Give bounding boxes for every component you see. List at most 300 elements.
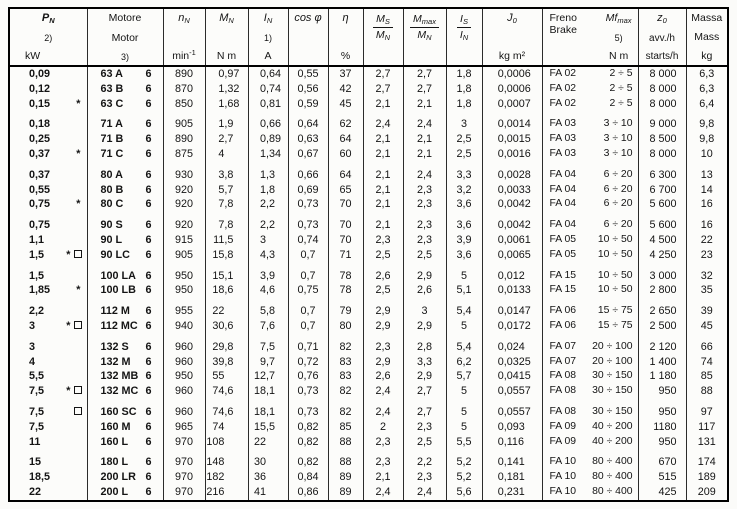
cell-cosphi: 0,59 <box>288 97 328 112</box>
footnote-marker <box>82 168 87 183</box>
cell-current: 30 <box>248 449 288 470</box>
cell-starts-per-hour: 670 <box>638 449 686 470</box>
cell-power: 0,55 <box>9 183 87 198</box>
cell-cosphi: 0,7 <box>288 248 328 263</box>
cell-power: 22 <box>9 485 87 501</box>
cell-mass: 35 <box>686 283 728 298</box>
cell-torque: 74 ,6 <box>205 399 248 420</box>
col-header-mass: Massa Mass kg <box>686 8 728 66</box>
cell-torque: 2 ,7 <box>205 132 248 147</box>
footnote-marker <box>82 117 87 132</box>
footnote-marker <box>82 269 87 284</box>
cell-efficiency: 42 <box>328 82 363 97</box>
cell-cosphi: 0,55 <box>288 66 328 82</box>
cell-ms-ratio: 2,4 <box>363 485 403 501</box>
cell-is-ratio: 3 <box>446 111 482 132</box>
cell-mmax-ratio: 2,4 <box>403 162 446 183</box>
cell-power: 7,5 <box>9 420 87 435</box>
cell-inertia: 0 ,0015 <box>482 132 542 147</box>
cell-brake: FA 06 15 ÷ 75 <box>542 319 638 334</box>
cell-motor-type: 71 B 6 <box>87 132 163 147</box>
cell-is-ratio: 5,2 <box>446 470 482 485</box>
col-header-cosphi: cos φ <box>288 8 328 66</box>
cell-starts-per-hour: 4 250 <box>638 248 686 263</box>
footnote-marker: * <box>76 284 82 297</box>
cell-mass: 6,3 <box>686 82 728 97</box>
cell-speed: 915 <box>163 233 205 248</box>
cell-mmax-ratio: 2,6 <box>403 283 446 298</box>
cell-inertia: 0 ,012 <box>482 263 542 284</box>
table-row <box>9 334 728 355</box>
cell-is-ratio: 1,8 <box>446 82 482 97</box>
cell-mass: 97 <box>686 399 728 420</box>
cell-starts-per-hour: 1 400 <box>638 355 686 370</box>
cell-brake: FA 02 2 ÷ 5 <box>542 66 638 82</box>
cell-power: 0,75 <box>9 212 87 233</box>
footnote-marker <box>82 455 87 470</box>
cell-cosphi: 0,63 <box>288 132 328 147</box>
cell-power: 3 * <box>9 319 87 334</box>
cell-speed: 970 <box>163 485 205 501</box>
cell-mmax-ratio: 2,8 <box>403 334 446 355</box>
footnote-marker: * <box>76 147 82 160</box>
cell-inertia: 0 ,0133 <box>482 283 542 298</box>
cell-starts-per-hour: 425 <box>638 485 686 501</box>
cell-ms-ratio: 2,4 <box>363 111 403 132</box>
cell-mmax-ratio: 3,3 <box>403 355 446 370</box>
cell-current: 1 ,34 <box>248 147 288 162</box>
cell-mmax-ratio: 2,3 <box>403 470 446 485</box>
cell-current: 0 ,81 <box>248 97 288 112</box>
cell-torque: 1 ,9 <box>205 111 248 132</box>
cell-starts-per-hour: 950 <box>638 435 686 450</box>
cell-efficiency: 64 <box>328 132 363 147</box>
footnote-marker: * <box>66 248 86 263</box>
footnote-marker <box>82 340 87 355</box>
cell-inertia: 0 ,181 <box>482 470 542 485</box>
cell-torque: 29 ,8 <box>205 334 248 355</box>
table-row <box>9 355 728 370</box>
cell-efficiency: 82 <box>328 399 363 420</box>
cell-inertia: 0 ,0028 <box>482 162 542 183</box>
cell-inertia: 0 ,0014 <box>482 111 542 132</box>
cell-cosphi: 0,84 <box>288 470 328 485</box>
cell-torque: 108 <box>205 435 248 450</box>
cell-brake: FA 07 20 ÷ 100 <box>542 334 638 355</box>
cell-is-ratio: 5 <box>446 263 482 284</box>
cell-inertia: 0 ,0042 <box>482 212 542 233</box>
cell-inertia: 0 ,0065 <box>482 248 542 263</box>
cell-motor-type: 63 A 6 <box>87 66 163 82</box>
cell-brake: FA 05 10 ÷ 50 <box>542 233 638 248</box>
col-header-ms-ratio: $\frac{M_S}{M_N}$ <box>363 8 403 66</box>
col-header-current: $I_N$ 1) A <box>248 8 288 66</box>
cell-efficiency: 88 <box>328 435 363 450</box>
cell-inertia: 0 ,024 <box>482 334 542 355</box>
cell-efficiency: 79 <box>328 298 363 319</box>
cell-inertia: 0 ,141 <box>482 449 542 470</box>
cell-brake: FA 03 3 ÷ 10 <box>542 147 638 162</box>
table-row <box>9 485 728 501</box>
cell-mmax-ratio: 2,3 <box>403 420 446 435</box>
table-row <box>9 283 728 298</box>
cell-mmax-ratio: 2,3 <box>403 233 446 248</box>
cell-is-ratio: 2,5 <box>446 132 482 147</box>
cell-speed: 850 <box>163 97 205 112</box>
table-row <box>9 435 728 450</box>
cell-cosphi: 0,75 <box>288 283 328 298</box>
cell-speed: 920 <box>163 183 205 198</box>
cell-brake: FA 04 6 ÷ 20 <box>542 197 638 212</box>
cell-mmax-ratio: 2,1 <box>403 147 446 162</box>
cell-ms-ratio: 2,1 <box>363 197 403 212</box>
cell-ms-ratio: 2,1 <box>363 162 403 183</box>
cell-mmax-ratio: 3 <box>403 298 446 319</box>
cell-current: 12 ,7 <box>248 369 288 384</box>
cell-ms-ratio: 2,5 <box>363 283 403 298</box>
cell-is-ratio: 5,6 <box>446 485 482 501</box>
table-row <box>9 111 728 132</box>
cell-cosphi: 0,73 <box>288 399 328 420</box>
cell-efficiency: 62 <box>328 111 363 132</box>
cell-starts-per-hour: 6 700 <box>638 183 686 198</box>
cell-speed: 890 <box>163 66 205 82</box>
footnote-marker <box>82 218 87 233</box>
cell-power: 2,2 <box>9 298 87 319</box>
cell-inertia: 0 ,0033 <box>482 183 542 198</box>
cell-is-ratio: 3,3 <box>446 162 482 183</box>
cell-motor-type: 160 SC 6 <box>87 399 163 420</box>
cell-power: 0,15 * <box>9 97 87 112</box>
col-header-inertia: $J_0$ kg m² <box>482 8 542 66</box>
cell-current: 22 <box>248 435 288 450</box>
cell-power: 0,25 <box>9 132 87 147</box>
cell-starts-per-hour: 1180 <box>638 420 686 435</box>
cell-is-ratio: 5 <box>446 384 482 399</box>
cell-starts-per-hour: 6 300 <box>638 162 686 183</box>
cell-motor-type: 132 MC 6 <box>87 384 163 399</box>
cell-cosphi: 0,72 <box>288 355 328 370</box>
cell-starts-per-hour: 4 500 <box>638 233 686 248</box>
cell-inertia: 0 ,0415 <box>482 369 542 384</box>
table-row <box>9 369 728 384</box>
cell-starts-per-hour: 8 000 <box>638 147 686 162</box>
cell-efficiency: 60 <box>328 147 363 162</box>
table-row <box>9 298 728 319</box>
cell-mass: 131 <box>686 435 728 450</box>
cell-efficiency: 82 <box>328 334 363 355</box>
cell-speed: 890 <box>163 132 205 147</box>
cell-speed: 960 <box>163 355 205 370</box>
cell-mass: 32 <box>686 263 728 284</box>
cell-current: 0 ,66 <box>248 111 288 132</box>
cell-speed: 970 <box>163 470 205 485</box>
cell-starts-per-hour: 8 000 <box>638 97 686 112</box>
cell-efficiency: 70 <box>328 233 363 248</box>
cell-efficiency: 78 <box>328 283 363 298</box>
table-row <box>9 248 728 263</box>
cell-is-ratio: 5,4 <box>446 334 482 355</box>
cell-is-ratio: 3,6 <box>446 197 482 212</box>
cell-is-ratio: 5 <box>446 420 482 435</box>
cell-speed: 965 <box>163 420 205 435</box>
cell-inertia: 0 ,0557 <box>482 384 542 399</box>
cell-motor-type: 160 L 6 <box>87 435 163 450</box>
cell-efficiency: 80 <box>328 319 363 334</box>
cell-torque: 55 <box>205 369 248 384</box>
cell-brake: FA 10 80 ÷ 400 <box>542 449 638 470</box>
cell-power: 5,5 <box>9 369 87 384</box>
cell-inertia: 0 ,231 <box>482 485 542 501</box>
cell-cosphi: 0,56 <box>288 82 328 97</box>
cell-ms-ratio: 2,1 <box>363 212 403 233</box>
cell-brake: FA 04 6 ÷ 20 <box>542 212 638 233</box>
col-header-starts: $z_0$ avv./h starts/h <box>638 8 686 66</box>
footnote-marker <box>82 233 87 248</box>
cell-speed: 950 <box>163 369 205 384</box>
cell-cosphi: 0,82 <box>288 435 328 450</box>
cell-motor-type: 80 B 6 <box>87 183 163 198</box>
cell-is-ratio: 5,7 <box>446 369 482 384</box>
cell-motor-type: 132 S 6 <box>87 334 163 355</box>
cell-current: 3 ,9 <box>248 263 288 284</box>
cell-efficiency: 82 <box>328 384 363 399</box>
cell-is-ratio: 2,5 <box>446 147 482 162</box>
cell-brake: FA 15 10 ÷ 50 <box>542 283 638 298</box>
cell-mass: 16 <box>686 197 728 212</box>
cell-ms-ratio: 2,3 <box>363 233 403 248</box>
cell-power: 1,5 * <box>9 248 87 263</box>
cell-ms-ratio: 2,7 <box>363 66 403 82</box>
cell-inertia: 0 ,0172 <box>482 319 542 334</box>
cell-starts-per-hour: 8 000 <box>638 66 686 82</box>
footnote-marker <box>82 82 87 97</box>
cell-ms-ratio: 2,6 <box>363 369 403 384</box>
cell-efficiency: 70 <box>328 197 363 212</box>
cell-current: 4 ,3 <box>248 248 288 263</box>
cell-torque: 39 ,8 <box>205 355 248 370</box>
cell-torque: 15 ,1 <box>205 263 248 284</box>
cell-mass: 6,3 <box>686 66 728 82</box>
cell-mass: 10 <box>686 147 728 162</box>
cell-cosphi: 0,7 <box>288 319 328 334</box>
cell-brake: FA 02 2 ÷ 5 <box>542 82 638 97</box>
cell-speed: 875 <box>163 147 205 162</box>
cell-cosphi: 0,86 <box>288 485 328 501</box>
footnote-marker: * <box>76 97 82 110</box>
cell-brake: FA 03 3 ÷ 10 <box>542 111 638 132</box>
cell-ms-ratio: 2,1 <box>363 132 403 147</box>
cell-current: 36 <box>248 470 288 485</box>
cell-cosphi: 0,76 <box>288 369 328 384</box>
cell-power: 0,37 <box>9 162 87 183</box>
cell-starts-per-hour: 2 800 <box>638 283 686 298</box>
cell-speed: 960 <box>163 334 205 355</box>
cell-speed: 920 <box>163 197 205 212</box>
cell-mass: 14 <box>686 183 728 198</box>
cell-starts-per-hour: 9 000 <box>638 111 686 132</box>
cell-brake: FA 07 20 ÷ 100 <box>542 355 638 370</box>
cell-motor-type: 112 MC 6 <box>87 319 163 334</box>
table-row <box>9 470 728 485</box>
cell-cosphi: 0,82 <box>288 449 328 470</box>
cell-mmax-ratio: 2,9 <box>403 263 446 284</box>
cell-motor-type: 90 LC 6 <box>87 248 163 263</box>
cell-efficiency: 78 <box>328 263 363 284</box>
cell-motor-type: 63 B 6 <box>87 82 163 97</box>
cell-current: 0 ,74 <box>248 82 288 97</box>
cell-motor-type: 90 L 6 <box>87 233 163 248</box>
cell-efficiency: 83 <box>328 355 363 370</box>
footnote-marker <box>82 67 87 82</box>
cell-is-ratio: 5 <box>446 399 482 420</box>
cell-torque: 5 ,7 <box>205 183 248 198</box>
cell-efficiency: 83 <box>328 369 363 384</box>
cell-is-ratio: 5,4 <box>446 298 482 319</box>
cell-motor-type: 112 M 6 <box>87 298 163 319</box>
cell-speed: 905 <box>163 248 205 263</box>
cell-inertia: 0 ,093 <box>482 420 542 435</box>
cell-efficiency: 65 <box>328 183 363 198</box>
cell-current: 0 ,89 <box>248 132 288 147</box>
footnote-marker <box>82 470 87 485</box>
cell-mmax-ratio: 2,7 <box>403 399 446 420</box>
cell-current: 9 ,7 <box>248 355 288 370</box>
cell-torque: 0 ,97 <box>205 66 248 82</box>
cell-ms-ratio: 2,9 <box>363 298 403 319</box>
table-row <box>9 420 728 435</box>
cell-mmax-ratio: 2,3 <box>403 212 446 233</box>
cell-motor-type: 100 LA 6 <box>87 263 163 284</box>
cell-starts-per-hour: 515 <box>638 470 686 485</box>
cell-power: 0,75 * <box>9 197 87 212</box>
cell-power: 0,09 <box>9 66 87 82</box>
cell-current: 5 ,8 <box>248 298 288 319</box>
footnote-marker <box>82 183 87 198</box>
cell-current: 2 ,2 <box>248 197 288 212</box>
cell-motor-type: 132 M 6 <box>87 355 163 370</box>
cell-ms-ratio: 2,3 <box>363 334 403 355</box>
cell-motor-type: 100 LB 6 <box>87 283 163 298</box>
cell-is-ratio: 1,8 <box>446 97 482 112</box>
table-row <box>9 384 728 399</box>
cell-current: 7 ,6 <box>248 319 288 334</box>
cell-current: 1 ,8 <box>248 183 288 198</box>
cell-is-ratio: 5,1 <box>446 283 482 298</box>
cell-motor-type: 63 C 6 <box>87 97 163 112</box>
cell-cosphi: 0,74 <box>288 233 328 248</box>
cell-motor-type: 160 M 6 <box>87 420 163 435</box>
cell-is-ratio: 3,6 <box>446 212 482 233</box>
cell-brake: FA 08 30 ÷ 150 <box>542 399 638 420</box>
cell-ms-ratio: 2,9 <box>363 319 403 334</box>
cell-motor-type: 132 MB 6 <box>87 369 163 384</box>
cell-ms-ratio: 2 <box>363 420 403 435</box>
cell-mmax-ratio: 2,5 <box>403 435 446 450</box>
cell-efficiency: 45 <box>328 97 363 112</box>
cell-mass: 13 <box>686 162 728 183</box>
col-header-efficiency: η % <box>328 8 363 66</box>
cell-mass: 189 <box>686 470 728 485</box>
cell-ms-ratio: 2,1 <box>363 470 403 485</box>
cell-torque: 3 ,8 <box>205 162 248 183</box>
cell-brake: FA 09 40 ÷ 200 <box>542 435 638 450</box>
cell-current: 18 ,1 <box>248 399 288 420</box>
cell-mmax-ratio: 2,9 <box>403 319 446 334</box>
col-header-mmax-ratio: $\frac{M_{max}}{M_N}$ <box>403 8 446 66</box>
cell-power: 0,37 * <box>9 147 87 162</box>
cell-power: 15 <box>9 449 87 470</box>
cell-speed: 970 <box>163 449 205 470</box>
cell-speed: 920 <box>163 212 205 233</box>
cell-cosphi: 0,64 <box>288 111 328 132</box>
cell-cosphi: 0,7 <box>288 263 328 284</box>
table-row <box>9 97 728 112</box>
footnote-marker: * <box>76 198 82 211</box>
cell-power: 18,5 <box>9 470 87 485</box>
cell-mmax-ratio: 2,4 <box>403 485 446 501</box>
table-header <box>9 8 728 66</box>
cell-torque: 7 ,8 <box>205 197 248 212</box>
cell-motor-type: 71 C 6 <box>87 147 163 162</box>
cell-current: 7 ,5 <box>248 334 288 355</box>
cell-efficiency: 89 <box>328 470 363 485</box>
cell-brake: FA 09 40 ÷ 200 <box>542 420 638 435</box>
cell-mmax-ratio: 2,7 <box>403 384 446 399</box>
cell-is-ratio: 1,8 <box>446 66 482 82</box>
cell-brake: FA 05 10 ÷ 50 <box>542 248 638 263</box>
cell-brake: FA 10 80 ÷ 400 <box>542 485 638 501</box>
cell-mass: 23 <box>686 248 728 263</box>
cell-inertia: 0 ,0042 <box>482 197 542 212</box>
cell-cosphi: 0,82 <box>288 420 328 435</box>
cell-brake: FA 03 3 ÷ 10 <box>542 132 638 147</box>
cell-torque: 148 <box>205 449 248 470</box>
table-row <box>9 399 728 420</box>
cell-power: 11 <box>9 435 87 450</box>
cell-cosphi: 0,7 <box>288 298 328 319</box>
cell-starts-per-hour: 950 <box>638 399 686 420</box>
cell-starts-per-hour: 950 <box>638 384 686 399</box>
cell-mass: 16 <box>686 212 728 233</box>
cell-ms-ratio: 2,3 <box>363 435 403 450</box>
cell-power: 1,5 <box>9 263 87 284</box>
cell-is-ratio: 5 <box>446 319 482 334</box>
cell-current: 3 <box>248 233 288 248</box>
col-header-power: $P_N$ 2) kW <box>9 8 87 66</box>
cell-ms-ratio: 2,3 <box>363 449 403 470</box>
col-header-brake: Freno Brake $Mf_{max}$ 5) N m <box>542 8 638 66</box>
cell-is-ratio: 6,2 <box>446 355 482 370</box>
cell-power: 4 <box>9 355 87 370</box>
cell-ms-ratio: 2,9 <box>363 355 403 370</box>
cell-mass: 9,8 <box>686 132 728 147</box>
footnote-marker <box>82 435 87 450</box>
cell-mass: 88 <box>686 384 728 399</box>
cell-brake: FA 08 30 ÷ 150 <box>542 384 638 399</box>
cell-mmax-ratio: 2,1 <box>403 132 446 147</box>
footnote-marker <box>82 420 87 435</box>
cell-efficiency: 70 <box>328 212 363 233</box>
cell-mmax-ratio: 2,3 <box>403 183 446 198</box>
cell-cosphi: 0,73 <box>288 212 328 233</box>
cell-torque: 182 <box>205 470 248 485</box>
cell-mass: 6,4 <box>686 97 728 112</box>
cell-efficiency: 89 <box>328 485 363 501</box>
cell-torque: 74 <box>205 420 248 435</box>
cell-brake: FA 08 30 ÷ 150 <box>542 369 638 384</box>
cell-starts-per-hour: 8 000 <box>638 82 686 97</box>
